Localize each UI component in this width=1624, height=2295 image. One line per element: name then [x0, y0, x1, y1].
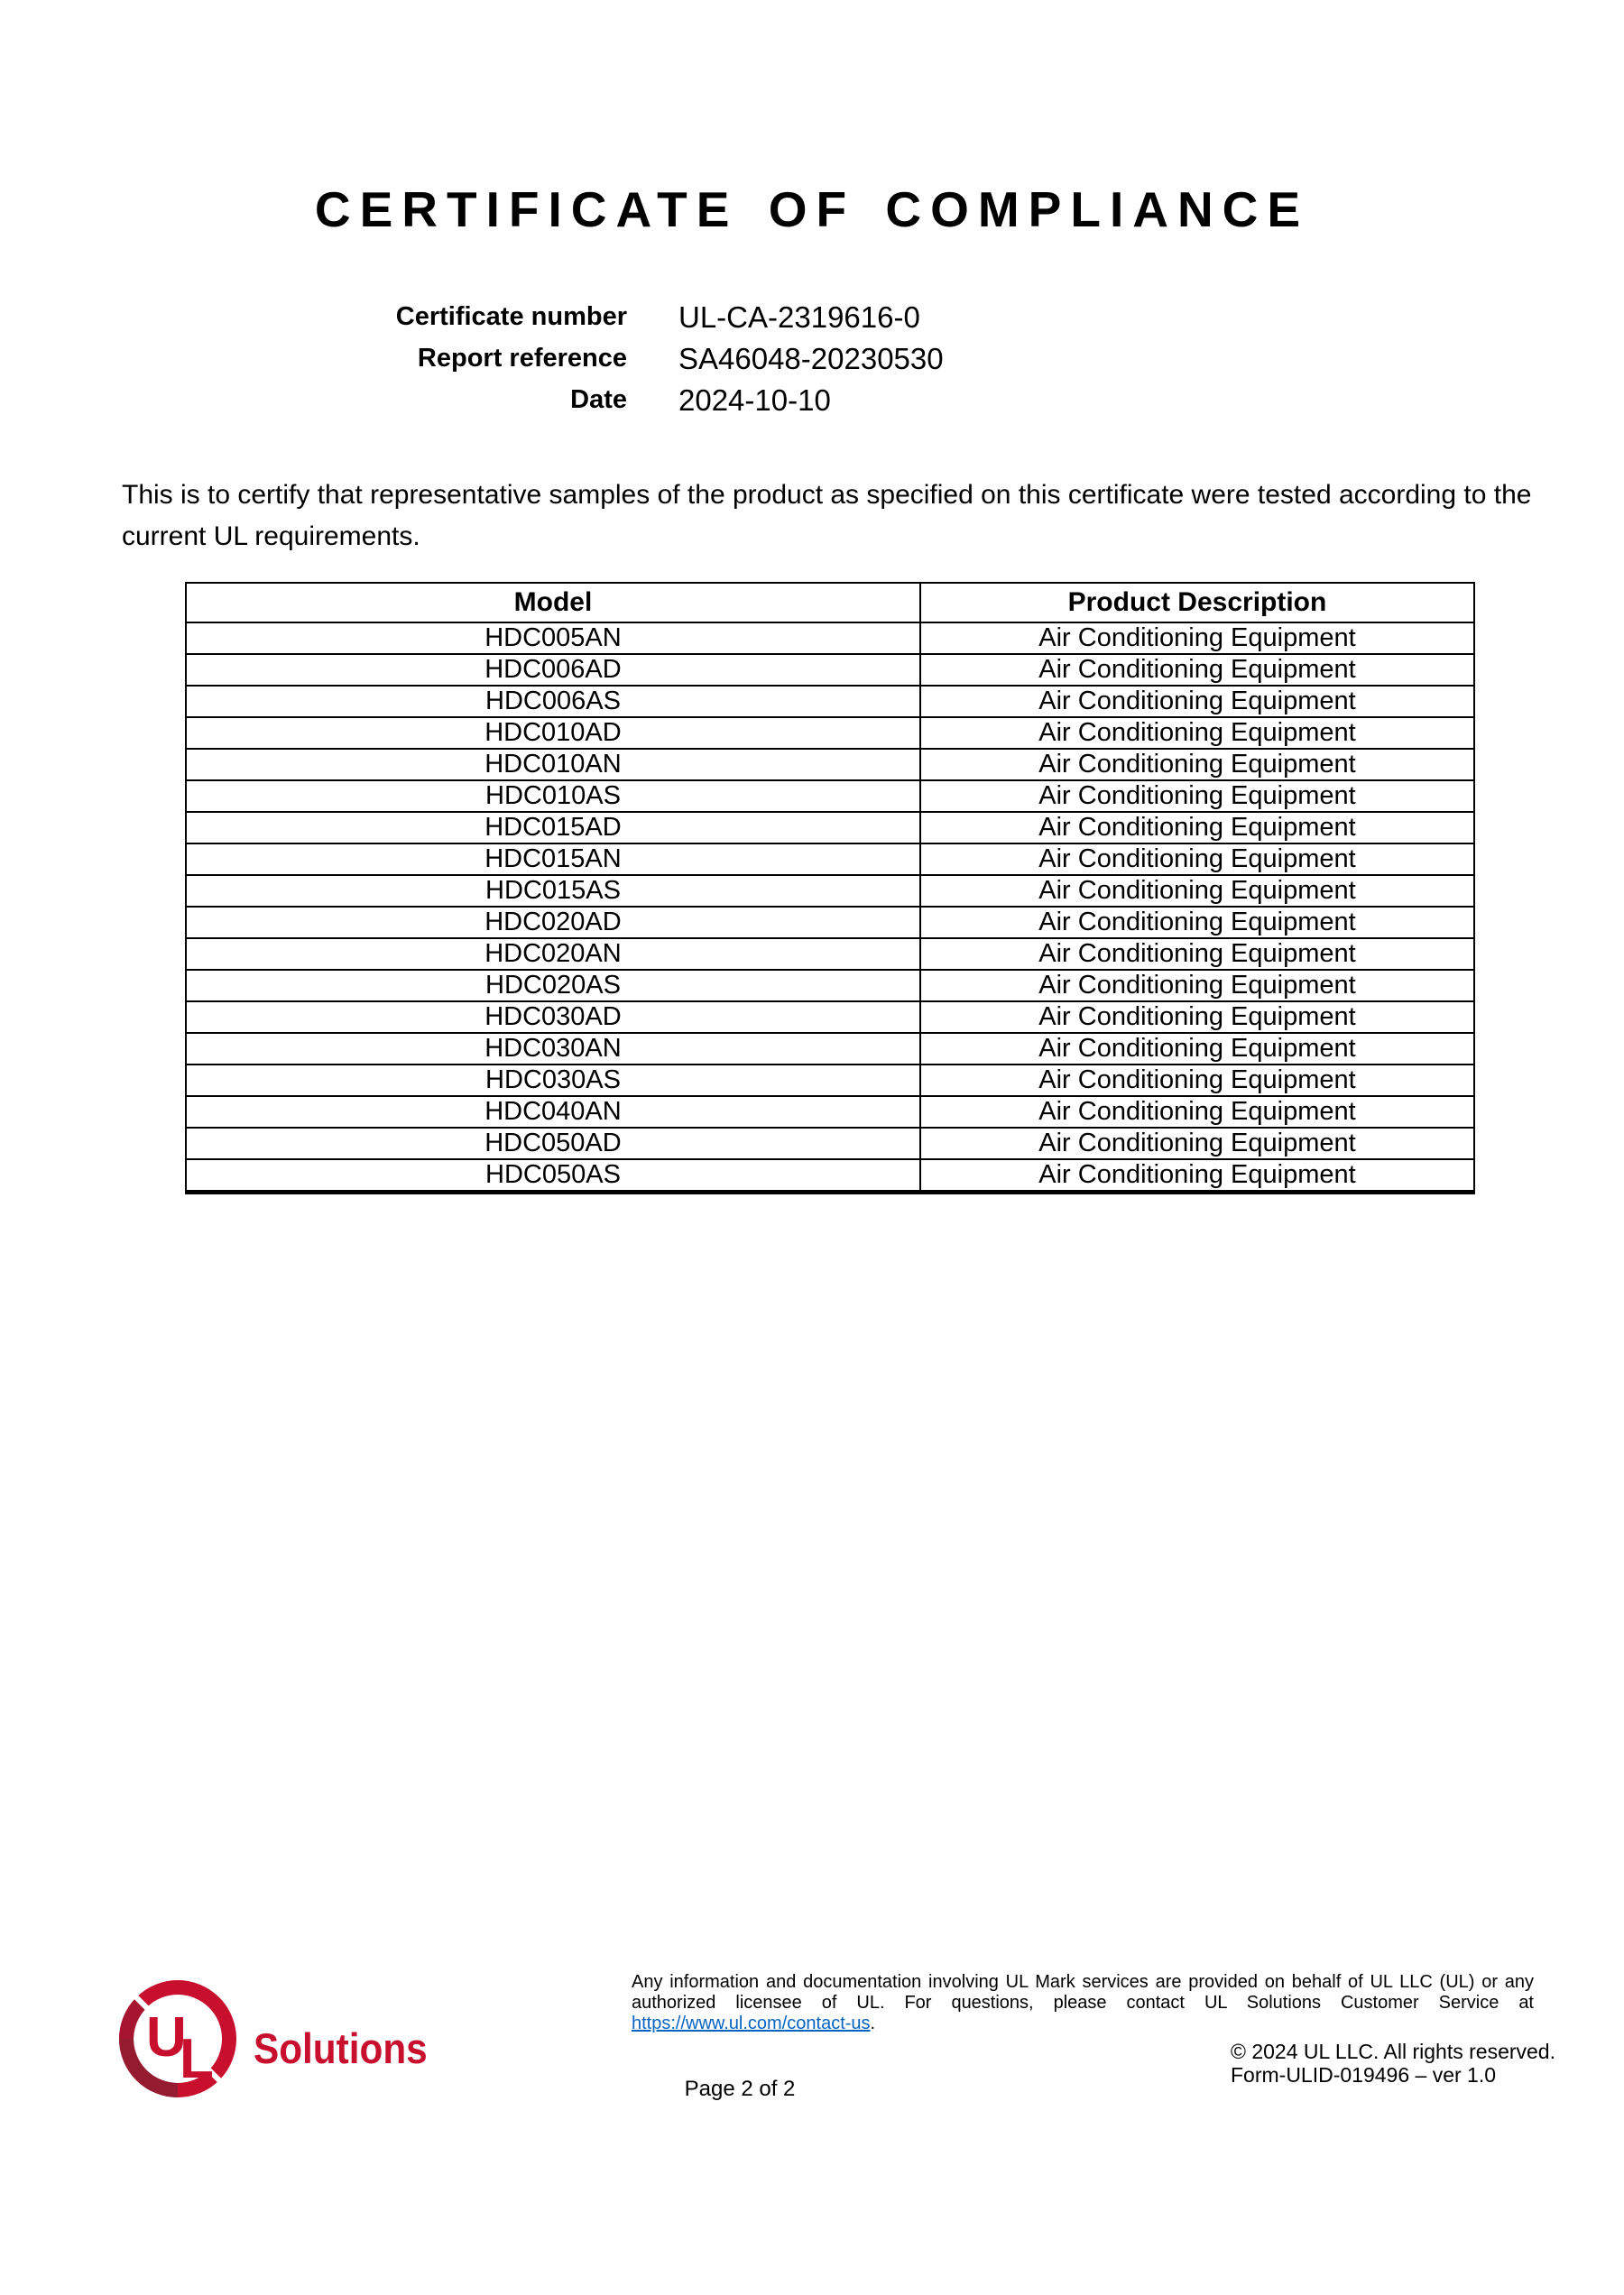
- ul-logo-letter-u: U: [146, 2006, 187, 2069]
- table-row: [186, 875, 1474, 907]
- model-cell: HDC010AD: [186, 717, 920, 749]
- product-description-cell: Air Conditioning Equipment: [920, 907, 1474, 938]
- page-number: Page 2 of 2: [684, 2077, 796, 2101]
- product-description-cell: Air Conditioning Equipment: [920, 1096, 1474, 1128]
- table-header-row: [186, 583, 1474, 622]
- product-description-cell: Air Conditioning Equipment: [920, 812, 1474, 843]
- table-row: [186, 1001, 1474, 1033]
- model-cell: HDC015AD: [186, 812, 920, 843]
- page-title: CERTIFICATE OF COMPLIANCE: [314, 181, 1310, 237]
- product-description-cell: Air Conditioning Equipment: [920, 749, 1474, 780]
- product-description-cell: Air Conditioning Equipment: [920, 1128, 1474, 1159]
- ul-logo-icon: [115, 1976, 241, 2102]
- model-cell: HDC030AN: [186, 1033, 920, 1065]
- meta-row-date: [0, 381, 1624, 422]
- product-description-cell: Air Conditioning Equipment: [920, 938, 1474, 970]
- model-cell: HDC030AS: [186, 1065, 920, 1096]
- model-cell: HDC040AN: [186, 1096, 920, 1128]
- model-cell: HDC020AN: [186, 938, 920, 970]
- certificate-number-label: Certificate number: [395, 302, 627, 331]
- table-row: [186, 749, 1474, 780]
- table-row: [186, 907, 1474, 938]
- table-row: [186, 1065, 1474, 1096]
- model-cell: HDC015AN: [186, 843, 920, 875]
- certification-statement: This is to certify that representative samples of the product as specified on this certificate were tested according to the current UL requirements.: [122, 480, 1532, 551]
- product-description-cell: Air Conditioning Equipment: [920, 1033, 1474, 1065]
- table-row: [186, 843, 1474, 875]
- legal-text: Any information and documentation involving UL Mark services are provided on behalf of UL LLC (UL) or any authorized licensee of UL. For questions, please contact UL Solutions Customer Service at: [632, 1972, 1534, 2013]
- table-row: [186, 654, 1474, 686]
- model-table: [185, 582, 1475, 1194]
- meta-row-report-reference: [0, 339, 1624, 381]
- date-label: Date: [570, 385, 627, 414]
- product-description-cell: Air Conditioning Equipment: [920, 1001, 1474, 1033]
- model-cell: HDC050AD: [186, 1128, 920, 1159]
- product-description-column-header: Product Description: [920, 583, 1474, 622]
- table-row: [186, 970, 1474, 1001]
- model-cell: HDC010AN: [186, 749, 920, 780]
- legal-disclaimer: [632, 1972, 1534, 2034]
- model-cell: HDC006AS: [186, 686, 920, 717]
- table-row: [186, 717, 1474, 749]
- table-row: [186, 622, 1474, 654]
- product-description-cell: Air Conditioning Equipment: [920, 1065, 1474, 1096]
- model-cell: HDC020AD: [186, 907, 920, 938]
- legal-suffix: .: [870, 2014, 876, 2033]
- table-row: [186, 1033, 1474, 1065]
- model-cell: HDC050AS: [186, 1159, 920, 1193]
- copyright-line: © 2024 UL LLC. All rights reserved.: [1231, 2040, 1555, 2063]
- table-row: [186, 812, 1474, 843]
- table-row: [186, 686, 1474, 717]
- model-cell: HDC010AS: [186, 780, 920, 812]
- model-column-header: Model: [186, 583, 920, 622]
- table-row: [186, 780, 1474, 812]
- product-description-cell: Air Conditioning Equipment: [920, 1159, 1474, 1193]
- product-description-cell: Air Conditioning Equipment: [920, 970, 1474, 1001]
- table-row: [186, 1128, 1474, 1159]
- date-value: 2024-10-10: [678, 383, 831, 417]
- meta-row-certificate-number: [0, 298, 1624, 339]
- copyright-block: [1231, 2040, 1555, 2087]
- report-reference-label: Report reference: [417, 344, 627, 373]
- product-description-cell: Air Conditioning Equipment: [920, 654, 1474, 686]
- certificate-meta: [0, 298, 1624, 422]
- model-cell: HDC005AN: [186, 622, 920, 654]
- product-description-cell: Air Conditioning Equipment: [920, 622, 1474, 654]
- product-description-cell: Air Conditioning Equipment: [920, 780, 1474, 812]
- product-description-cell: Air Conditioning Equipment: [920, 686, 1474, 717]
- table-row: [186, 1096, 1474, 1128]
- table-row: [186, 938, 1474, 970]
- model-cell: HDC030AD: [186, 1001, 920, 1033]
- product-description-cell: Air Conditioning Equipment: [920, 717, 1474, 749]
- model-cell: HDC006AD: [186, 654, 920, 686]
- ul-logo-letter-l: L: [180, 2028, 214, 2090]
- form-reference: Form-ULID-019496 – ver 1.0: [1231, 2063, 1497, 2087]
- table-row: [186, 1159, 1474, 1193]
- product-description-cell: Air Conditioning Equipment: [920, 843, 1474, 875]
- certificate-number-value: UL-CA-2319616-0: [678, 300, 920, 334]
- report-reference-value: SA46048-20230530: [678, 342, 944, 375]
- model-table-body: [186, 622, 1474, 1193]
- model-cell: HDC020AS: [186, 970, 920, 1001]
- model-cell: HDC015AS: [186, 875, 920, 907]
- ul-solutions-wordmark: Solutions: [254, 2024, 428, 2072]
- product-description-cell: Air Conditioning Equipment: [920, 875, 1474, 907]
- contact-us-link[interactable]: https://www.ul.com/contact-us: [632, 2014, 871, 2033]
